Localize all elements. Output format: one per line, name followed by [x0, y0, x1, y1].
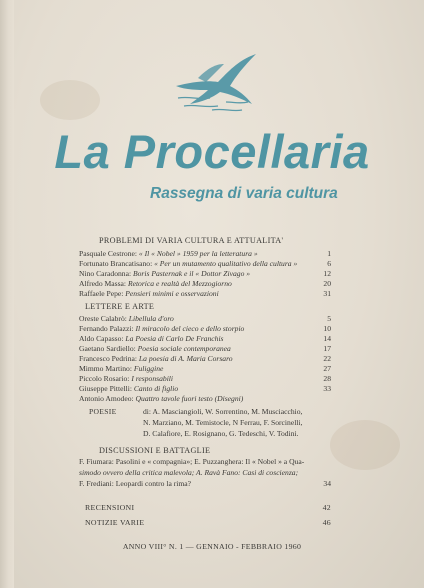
notizie-label: NOTIZIE VARIE	[85, 518, 145, 527]
entry-title: Poesia sociale contemporanea	[137, 344, 231, 353]
entry-title: Il miracolo del cieco e dello storpio	[135, 324, 245, 333]
section-heading: PROBLEMI DI VARIA CULTURA E ATTUALITA'	[99, 236, 284, 245]
poesie-label: POESIE	[89, 407, 117, 416]
entry-author: Fernando Palazzi:	[79, 324, 134, 333]
magazine-subtitle: Rassegna di varia cultura	[150, 185, 338, 202]
entry-page: 28	[323, 374, 331, 383]
poesie-line: N. Marziano, M. Temistocle, N Ferrau, F. Sorcinelli,	[143, 418, 303, 427]
entry-page: 27	[323, 364, 331, 373]
entry-title: La poesia di A. Maria Corsaro	[138, 354, 233, 363]
toc-entry	[79, 394, 331, 404]
entry-page: 33	[323, 384, 331, 393]
issue-footer: ANNO VIII° N. 1 — GENNAIO - FEBBRAIO 1960	[122, 542, 302, 551]
magazine-title: La Procellaria	[54, 125, 370, 178]
toc-entry	[79, 354, 331, 364]
entry-page: 34	[323, 478, 331, 488]
entry-title: I responsabili	[131, 374, 174, 383]
toc-entry	[79, 324, 331, 334]
entry-page: 46	[322, 518, 331, 527]
section-heading: LETTERE E ARTE	[85, 302, 155, 311]
entry-author: Giuseppe Pittelli:	[79, 384, 132, 393]
toc-entry	[79, 279, 331, 289]
entry-title: Retorica e realtà del Mezzogiorno	[127, 279, 232, 288]
entry-title: Fuliggine	[133, 364, 164, 373]
entry-title: Canto di figlio	[133, 384, 179, 393]
entry-title: Pensieri minimi e osservazioni	[125, 289, 219, 298]
toc-entry	[79, 269, 331, 279]
toc-entry	[79, 374, 331, 384]
toc-entry	[79, 364, 331, 374]
entry-author: Nino Caradonna:	[79, 269, 132, 278]
entry-author: Oreste Calabrò:	[79, 314, 127, 323]
toc-entry	[79, 334, 331, 344]
entry-page: 42	[322, 503, 331, 512]
entry-title: La Poesia di Carlo De Franchis	[125, 334, 224, 343]
entry-author: Pasquale Cestrone:	[79, 249, 137, 258]
entry-author: Francesco Pedrina:	[79, 354, 137, 363]
poesie-authors	[143, 406, 339, 439]
paper-stain	[40, 80, 100, 120]
entry-page: 17	[323, 344, 331, 353]
entry-author: Piccolo Rosario:	[79, 374, 130, 383]
entry-page: 5	[327, 314, 331, 323]
entry-title: « Per un mutamento qualitativo della cultura »	[154, 259, 298, 268]
entry-author: Antonio Amodeo:	[79, 394, 134, 403]
entry-page: 1	[327, 249, 331, 258]
storm-petrel-bird-icon	[172, 52, 260, 116]
entry-title: Quattro tavole fuori testo (Disegni)	[135, 394, 244, 403]
entry-page: 14	[323, 334, 331, 343]
entry-page: 20	[323, 279, 331, 288]
toc-entry	[79, 289, 331, 299]
discussioni-block	[79, 457, 331, 489]
discussioni-line: F. Frediani: Leopardi contro la rima?	[79, 478, 191, 488]
recensioni-label: RECENSIONI	[85, 503, 135, 512]
entry-page: 6	[327, 259, 331, 268]
entry-title: Boris Pasternak e il « Dottor Zivago »	[133, 269, 251, 278]
entry-author: Fortunato Brancatisano:	[79, 259, 153, 268]
discussioni-line: simodo ovvero della critica malevola; A. Ravà Fano: Casi di coscienza;	[79, 467, 299, 477]
entry-author: Gaetano Sardiello:	[79, 344, 136, 353]
entry-author: Alfredo Massa:	[79, 279, 127, 288]
entry-page: 12	[323, 269, 331, 278]
entry-page: 31	[323, 289, 331, 298]
poesie-line: di: A. Masciangioli, W. Sorrentino, M. Musciacchio,	[143, 407, 303, 416]
entry-title: « Il « Nobel » 1959 per la letteratura »	[138, 249, 258, 258]
section-heading: DISCUSSIONI E BATTAGLIE	[99, 446, 211, 455]
entry-author: Raffaele Pepe:	[79, 289, 124, 298]
recensioni-entry	[85, 503, 331, 512]
discussioni-line: F. Fiumara: Pasolini e « compagnia»; E. Puzzanghera: Il « Nobel » a Qua-	[79, 457, 305, 466]
entry-author: Mimmo Martino:	[79, 364, 132, 373]
entry-page: 10	[323, 324, 331, 333]
notizie-entry	[85, 518, 331, 527]
toc-entry	[79, 259, 331, 269]
toc-entry	[79, 344, 331, 354]
entry-page: 22	[323, 354, 331, 363]
page-edge	[0, 0, 14, 588]
paper-stain	[330, 420, 400, 470]
toc-entry	[79, 314, 331, 324]
entry-author: Aldo Capasso:	[79, 334, 124, 343]
poesie-line: D. Calafiore, E. Rosignano, G. Tedeschi, V. Todini.	[143, 429, 299, 438]
toc-entry	[79, 384, 331, 394]
toc-entry	[79, 249, 331, 259]
entry-title: Libellula d'oro	[128, 314, 174, 323]
